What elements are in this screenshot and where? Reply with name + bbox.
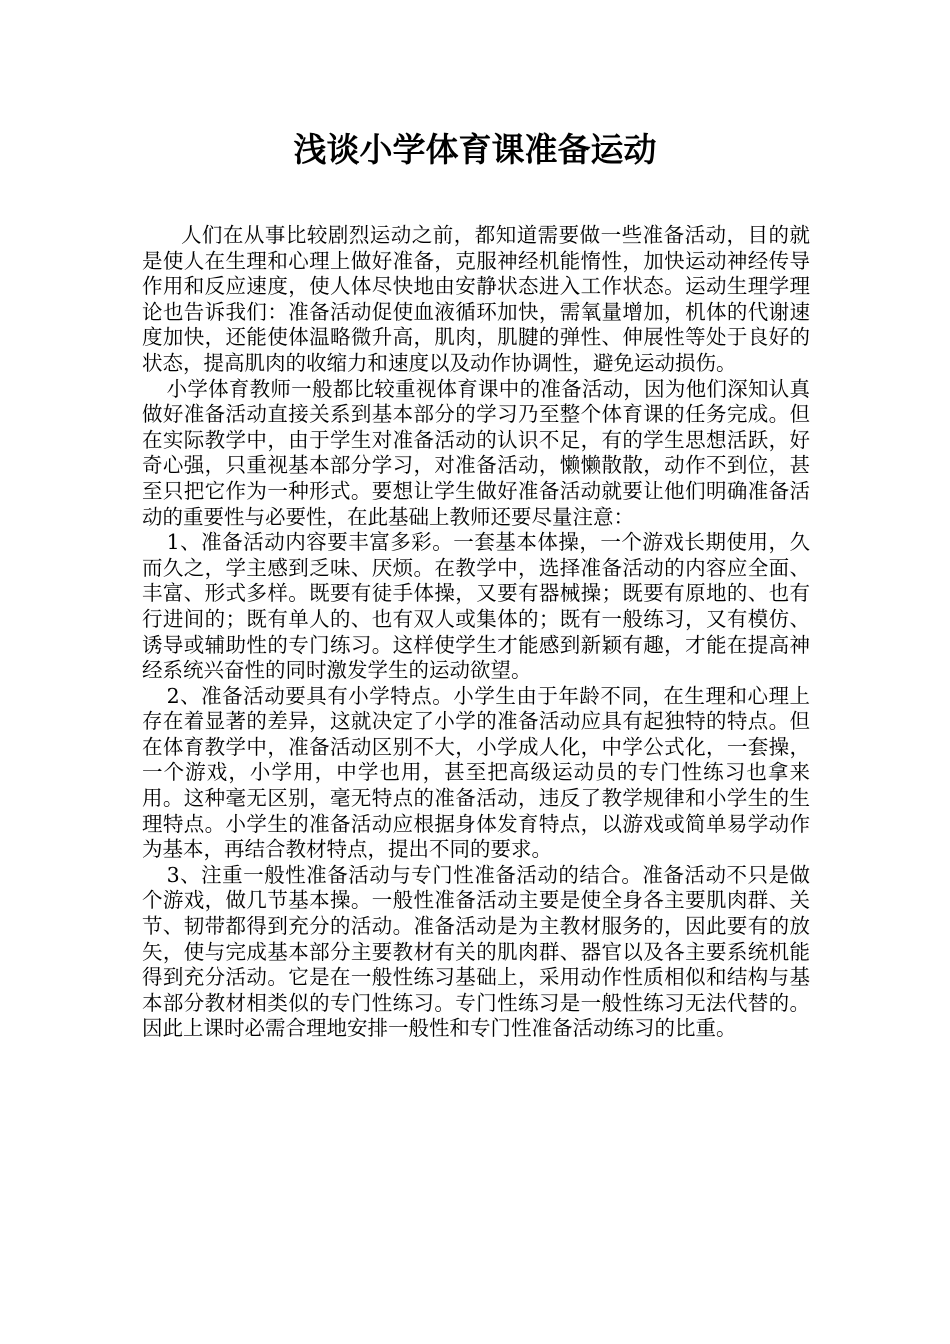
document-title: 浅谈小学体育课准备运动 [293,130,657,169]
paragraph-intro: 人们在从事比较剧烈运动之前，都知道需要做一些准备活动，目的就是使人在生理和心理上做好准备，克服神经机能惰性，加快运动神经传导作用和反应速度，使人体尽快地由安静状态进入工作状态。运动生理学理论也告诉我们：准备活动促使血液循环加快，需氧量增加，机体的代谢速度加快，还能使体温略微升高，肌肉，肌腱的弹性、伸展性等处于良好的状态，提高肌肉的收缩力和速度以及动作协调性，避免运动损伤。 [142,223,810,375]
paragraph-point-2: 2、准备活动要具有小学特点。小学生由于年龄不同，在生理和心理上存在着显著的差异，这就决定了小学的准备活动应具有起独特的特点。但在体育教学中，准备活动区别不大，小学成人化，中学公式化，一套操，一个游戏，小学用，中学也用，甚至把高级运动员的专门性练习也拿来用。这种毫无区别，毫无特点的准备活动，违反了教学规律和小学生的生理特点。小学生的准备活动应根据身体发育特点，以游戏或简单易学动作为基本，再结合教材特点，提出不同的要求。 [142,683,810,862]
document-body [142,223,810,1042]
paragraph-teachers: 小学体育教师一般都比较重视体育课中的准备活动，因为他们深知认真做好准备活动直接关系到基本部分的学习乃至整个体育课的任务完成。但在实际教学中，由于学生对准备活动的认识不足，有的学生思想活跃，好奇心强，只重视基本部分学习，对准备活动，懒懒散散，动作不到位，甚至只把它作为一种形式。要想让学生做好准备活动就要让他们明确准备活动的重要性与必要性，在此基础上教师还要尽量注意： [142,376,810,529]
paragraph-point-1: 1、准备活动内容要丰富多彩。一套基本体操，一个游戏长期使用，久而久之，学主感到乏味、厌烦。在教学中，选择准备活动的内容应全面、丰富、形式多样。既要有徒手体操，又要有器械操；既要有原地的、也有行进间的；既有单人的、也有双人或集体的；既有一般练习，又有模仿、诱导或辅助性的专门练习。这样使学生才能感到新颖有趣，才能在提高神经系统兴奋性的同时激发学生的运动欲望。 [142,530,810,683]
paragraph-point-3: 3、注重一般性准备活动与专门性准备活动的结合。准备活动不只是做个游戏，做几节基本操。一般性准备活动主要是使全身各主要肌肉群、关节、韧带都得到充分的活动。准备活动是为主教材服务的，因此要有的放矢，使与完成基本部分主要教材有关的肌肉群、器官以及各主要系统机能得到充分活动。它是在一般性练习基础上，采用动作性质相似和结构与基本部分教材相类似的专门性练习。专门性练习是一般性练习无法代替的。因此上课时必需合理地安排一般性和专门性准备活动练习的比重。 [142,862,810,1041]
